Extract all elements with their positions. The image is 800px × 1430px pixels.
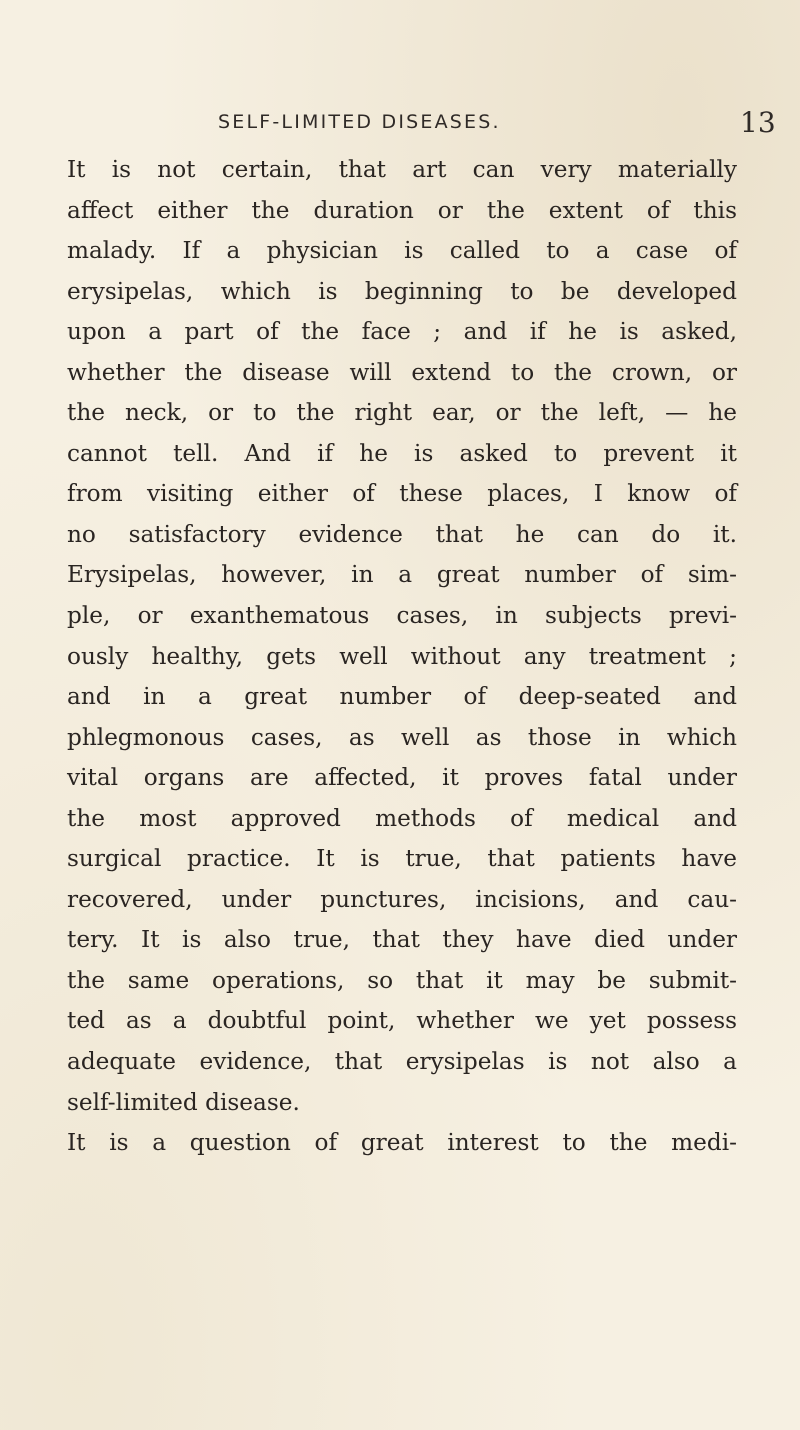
paragraph-start-line: It is a question of great interest to the medi- bbox=[67, 1129, 737, 1157]
text-line: recovered, under punctures, incisions, and cau- bbox=[67, 885, 737, 913]
text-line: ously healthy, gets well without any treatment ; bbox=[67, 642, 737, 670]
page-number: 13 bbox=[740, 106, 776, 139]
paragraph-end-line: self-limited disease. bbox=[67, 1088, 300, 1116]
text-line: malady. If a physician is called to a case of bbox=[67, 237, 737, 265]
page-header bbox=[0, 106, 800, 141]
text-line: cannot tell. And if he is asked to prevent it bbox=[67, 439, 737, 467]
text-line: Erysipelas, however, in a great number of sim- bbox=[67, 561, 737, 589]
text-line: phlegmonous cases, as well as those in which bbox=[67, 723, 737, 751]
text-line: vital organs are affected, it proves fatal under bbox=[67, 764, 737, 792]
running-head: SELF-LIMITED DISEASES. bbox=[218, 111, 501, 133]
text-line: whether the disease will extend to the crown, or bbox=[67, 358, 737, 386]
text-line: the most approved methods of medical and bbox=[67, 804, 737, 832]
text-line: upon a part of the face ; and if he is asked, bbox=[67, 318, 737, 346]
text-line: and in a great number of deep-seated and bbox=[67, 683, 737, 711]
text-line: ted as a doubtful point, whether we yet possess bbox=[67, 1007, 737, 1035]
text-line: adequate evidence, that erysipelas is not also a bbox=[67, 1048, 737, 1076]
text-line: the neck, or to the right ear, or the left, — he bbox=[67, 399, 737, 427]
text-line: surgical practice. It is true, that patients have bbox=[67, 845, 737, 873]
text-line: erysipelas, which is beginning to be developed bbox=[67, 277, 737, 305]
text-line: ple, or exanthematous cases, in subjects previ- bbox=[67, 602, 737, 630]
text-line: tery. It is also true, that they have died under bbox=[67, 926, 737, 954]
text-line: It is not certain, that art can very materially bbox=[67, 156, 737, 183]
text-line: no satisfactory evidence that he can do it. bbox=[67, 520, 737, 548]
text-line: the same operations, so that it may be submit- bbox=[67, 966, 737, 994]
text-line: affect either the duration or the extent of this bbox=[67, 196, 737, 224]
body-text bbox=[67, 150, 737, 1164]
text-line: from visiting either of these places, I know of bbox=[67, 480, 737, 508]
